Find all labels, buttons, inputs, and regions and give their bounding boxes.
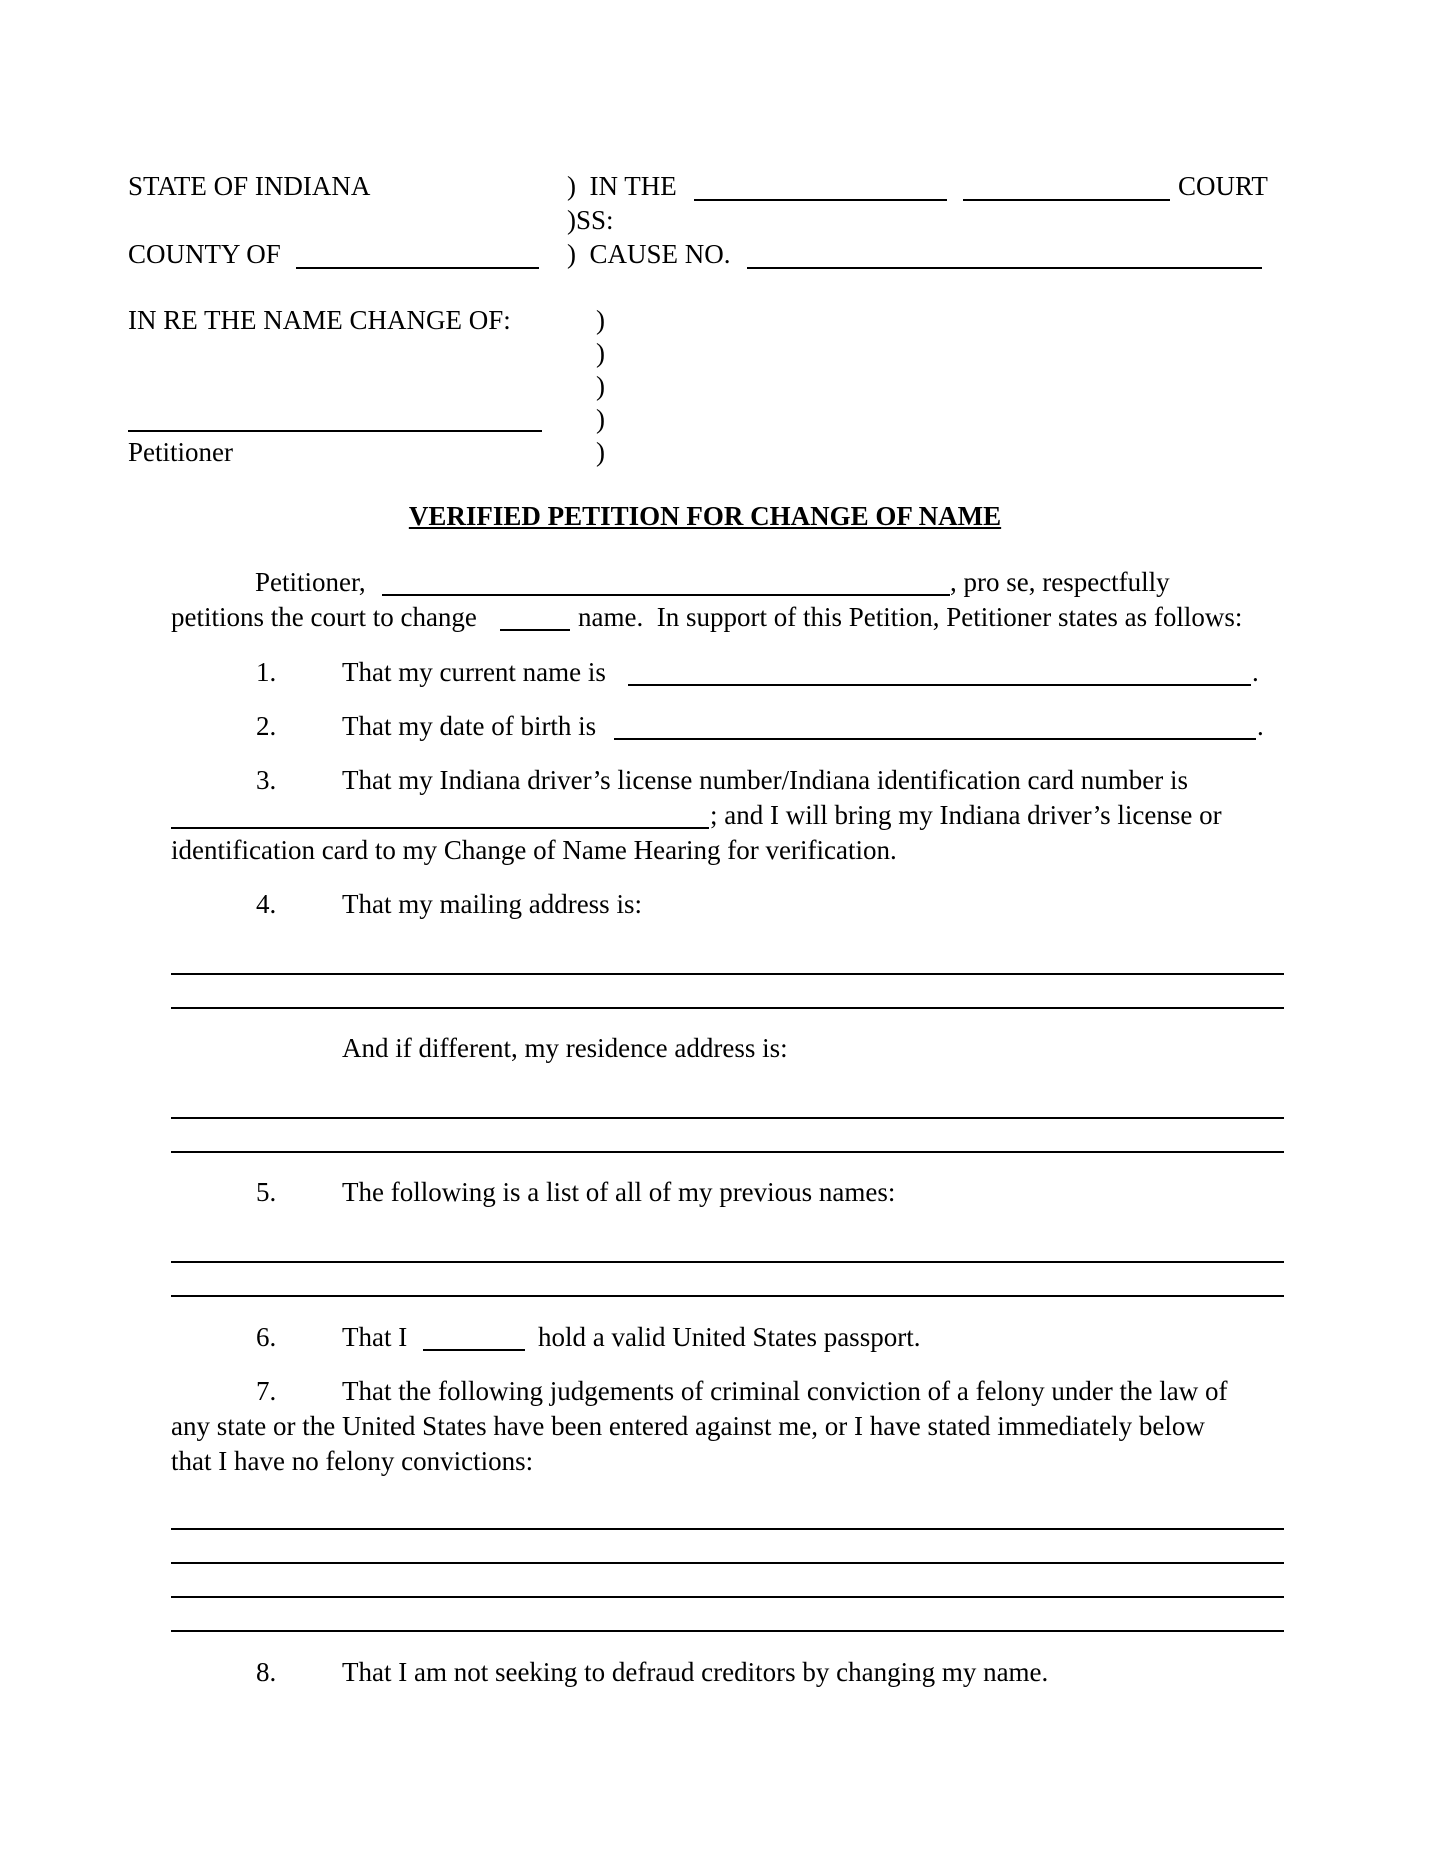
in-the-label: ) IN THE	[567, 171, 677, 201]
caption-paren: )	[596, 305, 605, 335]
item-1-period: .	[1252, 657, 1259, 687]
ss-label: )SS:	[567, 205, 614, 235]
mailing-address-line-1[interactable]	[171, 973, 1284, 975]
petitioner-label: Petitioner	[128, 437, 233, 467]
license-number-field[interactable]	[171, 827, 709, 829]
item-3-text: That my Indiana driver’s license number/Indiana identification card number is	[342, 765, 1188, 795]
caption-paren: )	[596, 338, 605, 368]
previous-names-line-2[interactable]	[171, 1295, 1284, 1297]
cause-number-field[interactable]	[747, 267, 1262, 269]
item-7-text-cont: any state or the United States have been entered against me, or I have stated immediately below	[171, 1411, 1205, 1441]
item-2-period: .	[1257, 711, 1264, 741]
state-label: STATE OF INDIANA	[128, 171, 371, 201]
county-field[interactable]	[296, 267, 539, 269]
item-2-text: That my date of birth is	[342, 711, 597, 741]
intro-pro-se: , pro se, respectfully	[950, 567, 1170, 597]
item-3-text-cont2: identification card to my Change of Name Hearing for verification.	[171, 835, 897, 865]
mailing-address-line-2[interactable]	[171, 1007, 1284, 1009]
item-1-text: That my current name is	[342, 657, 606, 687]
in-re-label: IN RE THE NAME CHANGE OF:	[128, 305, 511, 335]
felony-line-1[interactable]	[171, 1528, 1284, 1530]
felony-line-2[interactable]	[171, 1562, 1284, 1564]
item-number: 2.	[256, 711, 277, 741]
item-number: 4.	[256, 889, 277, 919]
intro-line2-end: name. In support of this Petition, Petitioner states as follows:	[578, 602, 1243, 632]
item-number: 5.	[256, 1177, 277, 1207]
county-label: COUNTY OF	[128, 239, 281, 269]
item-3-text-cont: ; and I will bring my Indiana driver’s license or	[710, 800, 1222, 830]
current-name-field[interactable]	[628, 684, 1251, 686]
item-5-text: The following is a list of all of my previous names:	[342, 1177, 896, 1207]
item-8-text: That I am not seeking to defraud creditors by changing my name.	[342, 1657, 1049, 1687]
pronoun-field[interactable]	[500, 629, 570, 631]
item-7-text-cont2: that I have no felony convictions:	[171, 1446, 534, 1476]
item-6-text: That I	[342, 1322, 408, 1352]
document-title: VERIFIED PETITION FOR CHANGE OF NAME	[408, 501, 1002, 531]
court-type-field[interactable]	[963, 199, 1170, 201]
intro-petitioner-name-field[interactable]	[382, 594, 950, 596]
caption-paren: )	[596, 371, 605, 401]
caption-paren: )	[596, 404, 605, 434]
residence-address-line-2[interactable]	[171, 1151, 1284, 1153]
previous-names-line-1[interactable]	[171, 1261, 1284, 1263]
passport-field[interactable]	[423, 1349, 525, 1351]
cause-no-label: ) CAUSE NO.	[567, 239, 731, 269]
residence-address-line-1[interactable]	[171, 1117, 1284, 1119]
petitioner-name-field[interactable]	[128, 430, 542, 432]
item-6-text-cont: hold a valid United States passport.	[538, 1322, 921, 1352]
intro-petitioner: Petitioner,	[255, 567, 366, 597]
intro-line2-start: petitions the court to change	[171, 602, 477, 632]
item-number: 3.	[256, 765, 277, 795]
item-number: 7.	[256, 1376, 277, 1406]
caption-paren: )	[596, 437, 605, 467]
court-label: COURT	[1178, 171, 1268, 201]
item-7-text: That the following judgements of criminal conviction of a felony under the law of	[342, 1376, 1228, 1406]
court-name-field[interactable]	[694, 199, 947, 201]
felony-line-3[interactable]	[171, 1596, 1284, 1598]
residence-address-text: And if different, my residence address is:	[342, 1033, 788, 1063]
item-number: 8.	[256, 1657, 277, 1687]
item-4-text: That my mailing address is:	[342, 889, 642, 919]
item-number: 6.	[256, 1322, 277, 1352]
date-of-birth-field[interactable]	[614, 738, 1256, 740]
felony-line-4[interactable]	[171, 1630, 1284, 1632]
item-number: 1.	[256, 657, 277, 687]
